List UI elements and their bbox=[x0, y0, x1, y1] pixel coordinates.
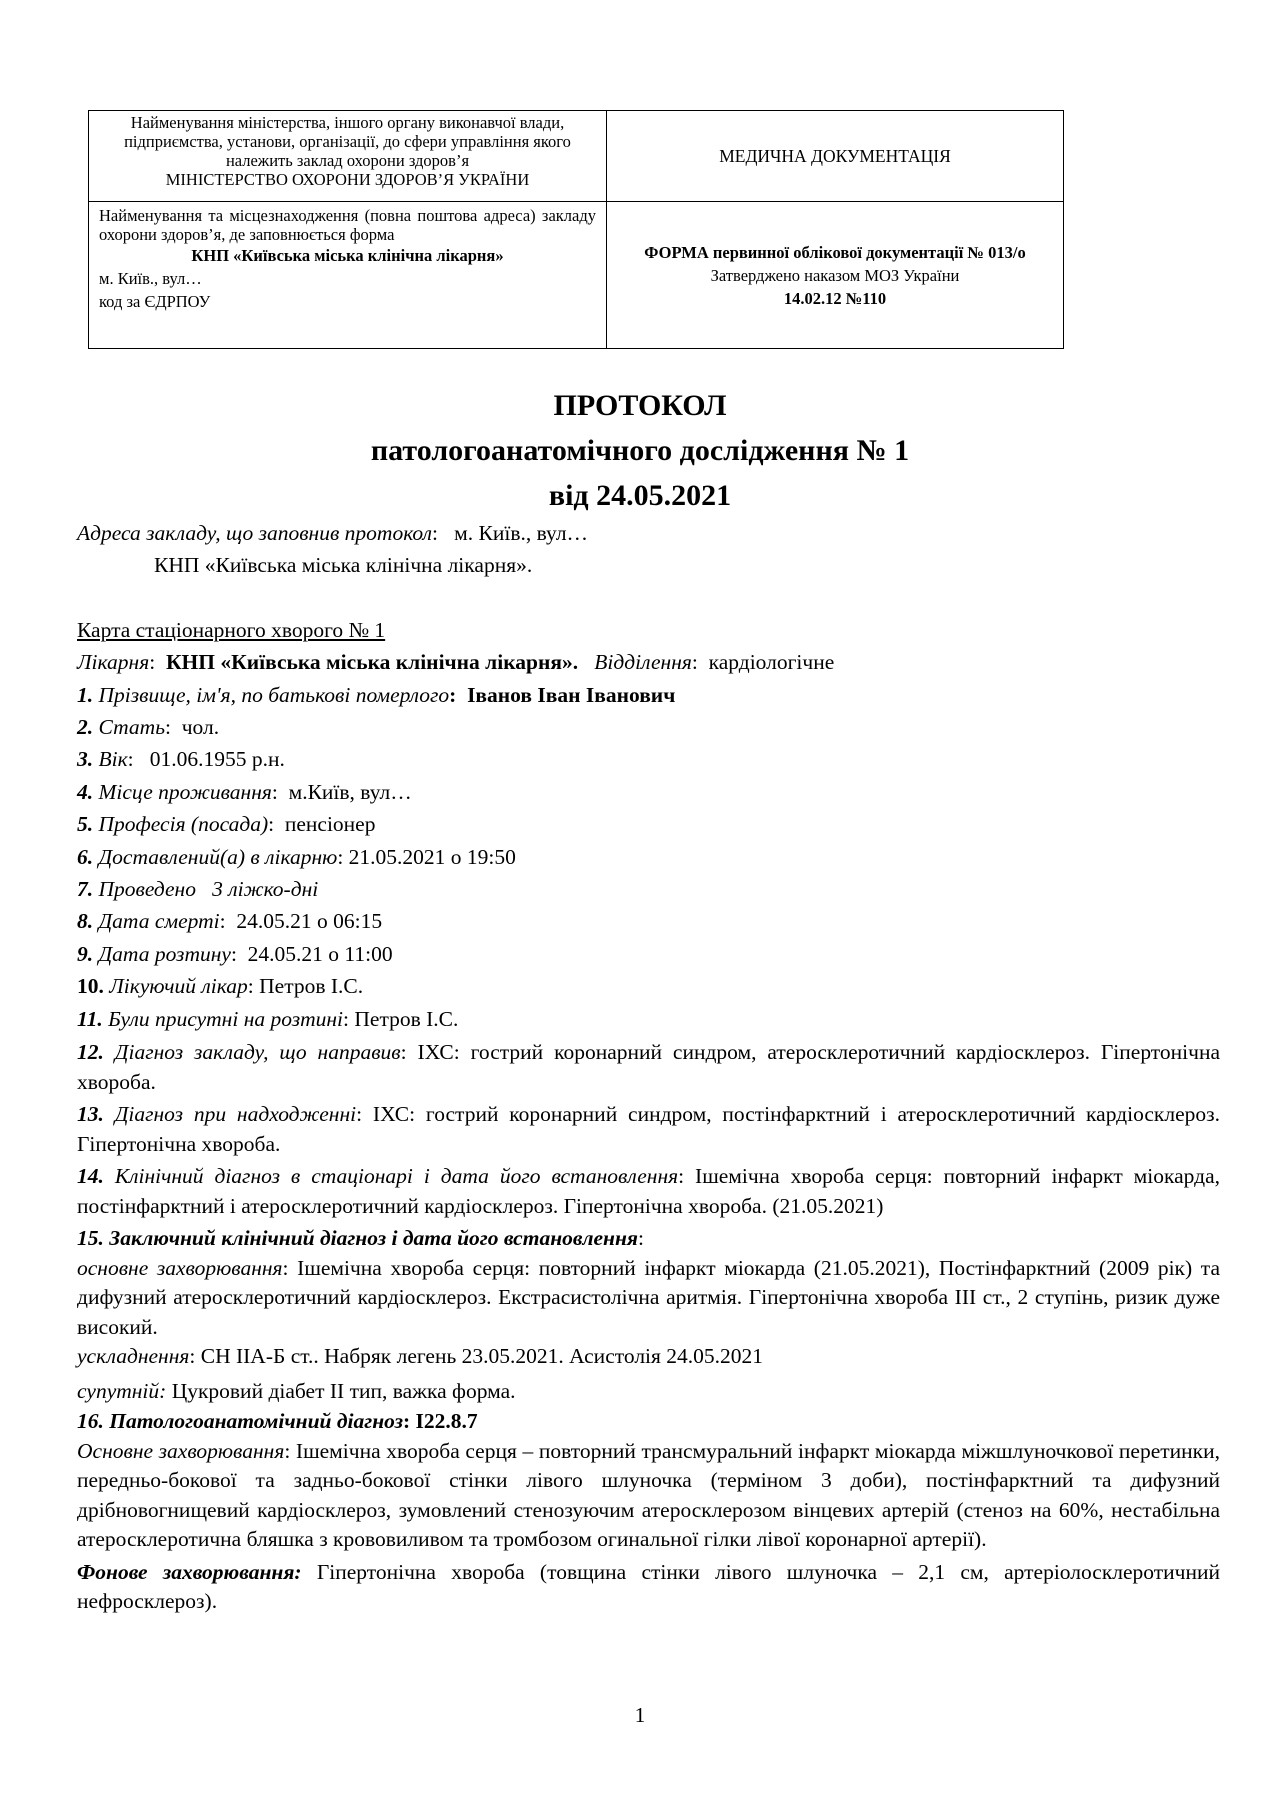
comorbid-label: супутній: bbox=[77, 1378, 167, 1403]
item-value: ІХС: гострий коронарний синдром, постінфарктний і атеросклеротичний кардіосклероз. Гіпертонічна хвороба. bbox=[77, 1102, 1220, 1156]
item-value: 3 ліжко-дні bbox=[212, 877, 319, 902]
page-number: 1 bbox=[634, 1703, 646, 1727]
item-heading: 15. Заключний клінічний діагноз і дата його встановлення bbox=[77, 1226, 639, 1251]
main-disease-value: Ішемічна хвороба серця: повторний інфаркт міокарда (21.05.2021), Постінфарктний (2009 рік) та дифузний атеросклеротичний кардіосклероз. Екстрасистолічна аритмія. Гіпертонічна хвороба ІІІ ст., 2 ступінь, ризик дуже високий. bbox=[77, 1255, 1220, 1339]
item-8: 8. Дата смерті: 24.05.21 о 06:15 bbox=[77, 909, 383, 934]
address-facility: КНП «Київська міська клінічна лікарня». bbox=[154, 553, 533, 578]
item-value: ІХС: гострий коронарний синдром, атеросклеротичний кардіосклероз. Гіпертонічна хвороба. bbox=[77, 1040, 1220, 1094]
item-12: 12. Діагноз закладу, що направив: ІХС: гострий коронарний синдром, атеросклеротичний кардіосклероз. Гіпертонічна хвороба. bbox=[77, 1040, 1220, 1094]
item-value: 21.05.2021 о 19:50 bbox=[348, 844, 516, 869]
main-disease-label: Основне захворювання bbox=[77, 1438, 285, 1463]
facility-name: КНП «Київська міська клінічна лікарня» bbox=[191, 246, 504, 265]
hospital-line: Лікарня: КНП «Київська міська клінічна лікарня». Відділення: кардіологічне bbox=[77, 650, 835, 675]
item-num: 7. bbox=[77, 877, 94, 902]
item-value: 24.05.21 о 06:15 bbox=[236, 909, 383, 934]
item-label: Клінічний діагноз в стаціонарі і дата його встановлення bbox=[114, 1164, 679, 1189]
item-1: 1. Прізвище, ім'я, по батькові померлого: Іванов Іван Іванович bbox=[77, 682, 676, 707]
address-label: Адреса закладу, що заповнив протокол bbox=[77, 521, 433, 545]
item-label: Проведено bbox=[98, 877, 196, 902]
approved-date: 14.02.12 №110 bbox=[783, 288, 887, 308]
item-5: 5. Професія (посада): пенсіонер bbox=[77, 812, 376, 837]
item-num: 5. bbox=[77, 812, 94, 837]
item-num: 10. bbox=[77, 974, 104, 999]
address-value: м. Київ., вул… bbox=[454, 521, 589, 545]
hospital-value: КНП «Київська міська клінічна лікарня». bbox=[165, 650, 579, 675]
item-6: 6. Доставлений(а) в лікарню: 21.05.2021 о 19:50 bbox=[77, 844, 516, 869]
item-16-background bbox=[77, 1558, 1220, 1617]
item-label: Доставлений(а) в лікарню bbox=[98, 844, 338, 869]
main-disease-value: Ішемічна хвороба серця – повторний трансмуральний інфаркт міокарда міжшлуночкової перетинки, передньо-бокової та задньо-бокової стінки лівого шлуночка (терміном 3 доби), постінфарктний та дифузний дрібновогнищевий кардіосклероз, зумовлений стенозуючим атеросклерозом вінцевих артерій (стеноз на 60%, нестабільна атеросклеротична бляшка з крововиливом та тромбозом огинальної гілки лівої коронарної артерії). bbox=[77, 1438, 1220, 1551]
item-value: Іванов Іван Іванович bbox=[467, 682, 676, 707]
item-9: 9. Дата розтину: 24.05.21 о 11:00 bbox=[77, 941, 393, 966]
item-num: 4. bbox=[77, 779, 94, 804]
facility-text: Найменування та місцезнаходження (повна поштова адреса) закладу охорони здоров’я, де заповнюється форма bbox=[99, 206, 596, 244]
ministry-name: МІНІСТЕРСТВО ОХОРОНИ ЗДОРОВ’Я УКРАЇНИ bbox=[165, 170, 530, 189]
item-11: 11. Були присутні на розтині: Петров І.С. bbox=[77, 1006, 459, 1031]
item-15-comorbid bbox=[77, 1375, 1220, 1407]
facility-address: м. Київ., вул… bbox=[99, 269, 202, 288]
item-label: Дата смерті bbox=[98, 909, 220, 934]
item-heading: 16. Патологоанатомічний діагноз bbox=[77, 1409, 403, 1433]
item-value: 01.06.1955 р.н. bbox=[149, 747, 285, 772]
protocol-subtitle: патологоанатомічного дослідження № 1 bbox=[370, 434, 910, 467]
item-label: Вік bbox=[98, 747, 128, 772]
item-10: 10. Лікуючий лікар: Петров І.С. bbox=[77, 974, 364, 999]
item-2: 2. Стать: чол. bbox=[77, 715, 220, 740]
item-num: 13. bbox=[77, 1102, 104, 1127]
item-label: Діагноз при надходженні bbox=[114, 1102, 357, 1127]
diagnosis-code: I22.8.7 bbox=[415, 1409, 478, 1433]
item-13: 13. Діагноз при надходженні: ІХС: гострий коронарний синдром, постінфарктний і атеросклеротичний кардіосклероз. Гіпертонічна хвороба. bbox=[77, 1102, 1220, 1156]
ministry-text: Найменування міністерства, іншого органу виконавчої влади, підприємства, установи, організації, до сфери управління якого належить заклад охорони здоров’я bbox=[124, 113, 571, 170]
item-num: 14. bbox=[77, 1164, 104, 1189]
item-label: Прізвище, ім'я, по батькові померлого bbox=[98, 682, 450, 707]
item-num: 8. bbox=[77, 909, 94, 934]
med-doc-label: МЕДИЧНА ДОКУМЕНТАЦІЯ bbox=[719, 145, 951, 166]
item-value: 24.05.21 о 11:00 bbox=[247, 941, 393, 966]
complications-value: СН ІІА-Б ст.. Набряк легень 23.05.2021. Асистолія 24.05.2021 bbox=[200, 1344, 764, 1369]
item-15-heading: 15. Заключний клінічний діагноз і дата його встановлення: bbox=[77, 1226, 644, 1251]
item-num: 12. bbox=[77, 1040, 104, 1065]
item-num: 2. bbox=[77, 715, 94, 740]
item-num: 1. bbox=[77, 682, 94, 707]
facility-cell bbox=[89, 202, 607, 349]
med-doc-cell bbox=[607, 111, 1064, 202]
item-num: 11. bbox=[77, 1006, 103, 1031]
item-num: 3. bbox=[77, 747, 94, 772]
item-label: Місце проживання bbox=[98, 779, 272, 804]
item-label: Лікуючий лікар bbox=[109, 974, 248, 999]
background-disease-label: Фонове захворювання: bbox=[77, 1559, 302, 1584]
edrpou-label: код за ЄДРПОУ bbox=[99, 292, 211, 311]
complications-label: ускладнення bbox=[77, 1344, 190, 1369]
protocol-date: від 24.05.2021 bbox=[548, 479, 732, 512]
protocol-body bbox=[77, 517, 1220, 1617]
item-value: м.Київ, вул… bbox=[288, 779, 412, 804]
item-3: 3. Вік: 01.06.1955 р.н. bbox=[77, 747, 285, 772]
item-label: Діагноз закладу, що направив bbox=[114, 1040, 401, 1065]
item-16-heading: 16. Патологоанатомічний діагноз: I22.8.7 bbox=[77, 1409, 478, 1433]
hospital-label: Лікарня bbox=[77, 650, 150, 675]
item-16-main: Основне захворювання: Ішемічна хвороба серця – повторний трансмуральний інфаркт міокарда міжшлуночкової перетинки, передньо-бокової та задньо-бокової стінки лівого шлуночка (терміном 3 доби), постінфарктний та дифузний дрібновогнищевий кардіосклероз, зумовлений стенозуючим атеросклерозом вінцевих артерій (стеноз на 60%, нестабільна атеросклеротична бляшка з крововиливом та тромбозом огинальної гілки лівої коронарної артерії). bbox=[77, 1438, 1220, 1551]
form-cell bbox=[607, 202, 1064, 349]
comorbid-value: Цукровий діабет ІІ тип, важка форма. bbox=[171, 1378, 516, 1403]
item-value: Петров І.С. bbox=[259, 974, 364, 999]
card-number: Карта стаціонарного хворого № 1 bbox=[77, 617, 386, 642]
protocol-title: ПРОТОКОЛ bbox=[553, 389, 727, 422]
item-15-main: основне захворювання: Ішемічна хвороба серця: повторний інфаркт міокарда (21.05.2021), Постінфарктний (2009 рік) та дифузний атеросклеротичний кардіосклероз. Екстрасистолічна аритмія. Гіпертонічна хвороба ІІІ ст., 2 ступінь, ризик дуже високий. bbox=[77, 1255, 1220, 1339]
item-label: Стать bbox=[98, 715, 165, 740]
header-table bbox=[88, 110, 1064, 349]
ministry-cell bbox=[89, 111, 607, 202]
approved-text: Затверджено наказом МОЗ України bbox=[710, 265, 960, 285]
address-line: Адреса закладу, що заповнив протокол: м. Київ., вул… bbox=[77, 521, 589, 545]
background-disease-value: Гіпертонічна хвороба (товщина стінки лівого шлуночка – 2,1 см, артеріолосклеротичний нефросклероз). bbox=[77, 1559, 1220, 1613]
department-label: Відділення bbox=[594, 650, 692, 675]
main-disease-label: основне захворювання bbox=[77, 1255, 283, 1280]
department-value: кардіологічне bbox=[708, 650, 835, 675]
item-num: 9. bbox=[77, 941, 94, 966]
item-label: Професія (посада) bbox=[98, 812, 269, 837]
item-14: 14. Клінічний діагноз в стаціонарі і дата його встановлення: Ішемічна хвороба серця: повторний інфаркт міокарда, постінфарктний і атеросклеротичний кардіосклероз. Гіпертонічна хвороба. (21.05.2021) bbox=[77, 1164, 1220, 1218]
form-title: ФОРМА первинної облікової документації № 013/о bbox=[644, 242, 1026, 262]
item-value: чол. bbox=[181, 715, 220, 740]
item-value: Петров І.С. bbox=[354, 1006, 459, 1031]
item-value: пенсіонер bbox=[284, 812, 376, 837]
item-7 bbox=[77, 873, 1220, 905]
card-line bbox=[77, 614, 1220, 646]
item-4: 4. Місце проживання: м.Київ, вул… bbox=[77, 779, 412, 804]
item-label: Були присутні на розтині bbox=[108, 1006, 344, 1031]
item-15-complications: ускладнення: СН ІІА-Б ст.. Набряк легень 23.05.2021. Асистолія 24.05.2021 bbox=[77, 1344, 764, 1369]
item-value: Ішемічна хвороба серця: повторний інфаркт міокарда, постінфарктний і атеросклеротичний кардіосклероз. Гіпертонічна хвороба. (21.05.2021) bbox=[77, 1164, 1220, 1218]
item-num: 6. bbox=[77, 844, 94, 869]
item-label: Дата розтину bbox=[98, 941, 231, 966]
